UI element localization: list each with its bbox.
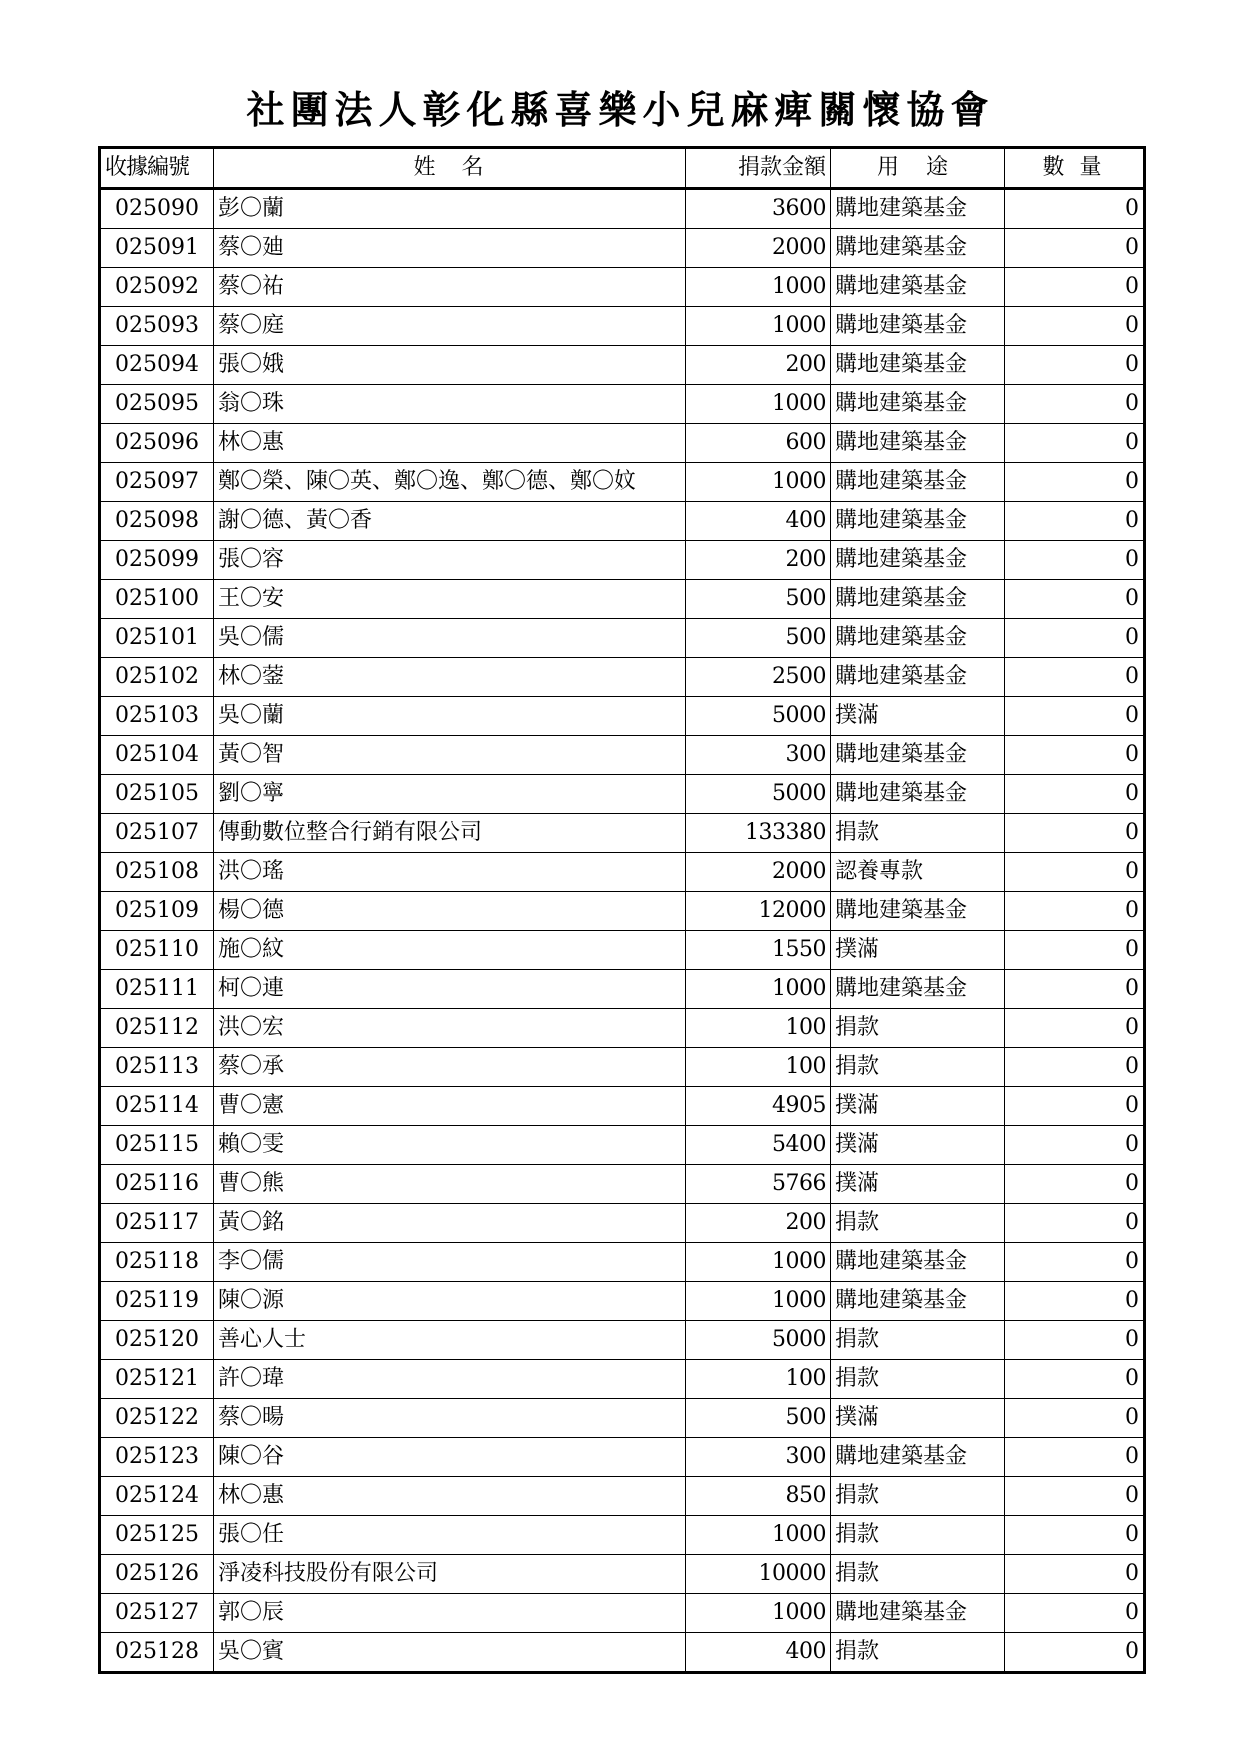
use-cell: 購地建築基金 [831,189,1005,229]
donor-name-cell: 林〇蓥 [214,658,686,697]
table-row [100,1477,1145,1516]
amount-cell: 1550 [686,931,831,970]
receipt-no-cell: 025117 [100,1204,214,1243]
amount-cell: 200 [686,541,831,580]
table-row [100,1438,1145,1477]
donor-name-cell: 郭〇辰 [214,1594,686,1633]
table-row [100,892,1145,931]
receipt-no-cell: 025092 [100,268,214,307]
use-cell: 購地建築基金 [831,658,1005,697]
amount-cell: 2500 [686,658,831,697]
header-name: 姓 名 [214,148,686,189]
table-row [100,307,1145,346]
amount-cell: 300 [686,736,831,775]
donor-name-cell: 黃〇銘 [214,1204,686,1243]
amount-cell: 5766 [686,1165,831,1204]
quantity-cell: 0 [1005,931,1145,970]
donor-name-cell: 蔡〇承 [214,1048,686,1087]
donor-name-cell: 施〇紋 [214,931,686,970]
use-cell: 購地建築基金 [831,1243,1005,1282]
table-row [100,268,1145,307]
amount-cell: 600 [686,424,831,463]
quantity-cell: 0 [1005,268,1145,307]
table-row [100,541,1145,580]
use-cell: 捐款 [831,1477,1005,1516]
use-cell: 購地建築基金 [831,1594,1005,1633]
amount-cell: 500 [686,1399,831,1438]
table-row [100,1126,1145,1165]
use-cell: 購地建築基金 [831,775,1005,814]
receipt-no-cell: 025114 [100,1087,214,1126]
amount-cell: 1000 [686,385,831,424]
use-cell: 購地建築基金 [831,970,1005,1009]
donor-name-cell: 陳〇谷 [214,1438,686,1477]
amount-cell: 1000 [686,1282,831,1321]
use-cell: 捐款 [831,1009,1005,1048]
donor-name-cell: 曹〇熊 [214,1165,686,1204]
donor-name-cell: 洪〇瑤 [214,853,686,892]
amount-cell: 10000 [686,1555,831,1594]
receipt-no-cell: 025094 [100,346,214,385]
receipt-no-cell: 025093 [100,307,214,346]
donor-name-cell: 王〇安 [214,580,686,619]
header-amount: 捐款金額 [686,148,831,189]
quantity-cell: 0 [1005,1087,1145,1126]
amount-cell: 200 [686,346,831,385]
quantity-cell: 0 [1005,1009,1145,1048]
donor-name-cell: 謝〇德、黃〇香 [214,502,686,541]
use-cell: 撲滿 [831,1165,1005,1204]
use-cell: 捐款 [831,1360,1005,1399]
use-cell: 撲滿 [831,1399,1005,1438]
receipt-no-cell: 025090 [100,189,214,229]
receipt-no-cell: 025127 [100,1594,214,1633]
quantity-cell: 0 [1005,229,1145,268]
receipt-no-cell: 025097 [100,463,214,502]
amount-cell: 1000 [686,1516,831,1555]
table-row [100,775,1145,814]
use-cell: 撲滿 [831,931,1005,970]
receipt-no-cell: 025100 [100,580,214,619]
donor-name-cell: 林〇惠 [214,424,686,463]
donor-name-cell: 柯〇連 [214,970,686,1009]
header-use: 用 途 [831,148,1005,189]
receipt-no-cell: 025112 [100,1009,214,1048]
table-row [100,1048,1145,1087]
quantity-cell: 0 [1005,892,1145,931]
table-row [100,346,1145,385]
table-header-row [100,148,1145,189]
use-cell: 捐款 [831,1633,1005,1673]
quantity-cell: 0 [1005,775,1145,814]
quantity-cell: 0 [1005,697,1145,736]
quantity-cell: 0 [1005,1165,1145,1204]
receipt-no-cell: 025115 [100,1126,214,1165]
table-row [100,424,1145,463]
table-row [100,853,1145,892]
quantity-cell: 0 [1005,1321,1145,1360]
amount-cell: 200 [686,1204,831,1243]
quantity-cell: 0 [1005,658,1145,697]
donor-name-cell: 蔡〇祐 [214,268,686,307]
receipt-no-cell: 025128 [100,1633,214,1673]
quantity-cell: 0 [1005,814,1145,853]
amount-cell: 100 [686,1360,831,1399]
table-row [100,619,1145,658]
donor-name-cell: 蔡〇庭 [214,307,686,346]
receipt-no-cell: 025120 [100,1321,214,1360]
quantity-cell: 0 [1005,1594,1145,1633]
use-cell: 捐款 [831,1555,1005,1594]
use-cell: 捐款 [831,814,1005,853]
receipt-no-cell: 025104 [100,736,214,775]
receipt-no-cell: 025103 [100,697,214,736]
page-title: 社團法人彰化縣喜樂小兒麻痺關懷協會 [246,88,995,132]
table-row [100,1087,1145,1126]
quantity-cell: 0 [1005,463,1145,502]
quantity-cell: 0 [1005,1204,1145,1243]
amount-cell: 300 [686,1438,831,1477]
donor-name-cell: 鄭〇榮、陳〇英、鄭〇逸、鄭〇德、鄭〇妏 [214,463,686,502]
quantity-cell: 0 [1005,346,1145,385]
amount-cell: 500 [686,580,831,619]
table-row [100,1321,1145,1360]
donor-name-cell: 翁〇珠 [214,385,686,424]
donor-name-cell: 張〇容 [214,541,686,580]
quantity-cell: 0 [1005,1555,1145,1594]
table-row [100,970,1145,1009]
table-row [100,1204,1145,1243]
quantity-cell: 0 [1005,1477,1145,1516]
quantity-cell: 0 [1005,424,1145,463]
donor-name-cell: 淨凌科技股份有限公司 [214,1555,686,1594]
table-row [100,502,1145,541]
use-cell: 購地建築基金 [831,346,1005,385]
use-cell: 購地建築基金 [831,892,1005,931]
use-cell: 購地建築基金 [831,424,1005,463]
donor-name-cell: 楊〇德 [214,892,686,931]
receipt-no-cell: 025107 [100,814,214,853]
amount-cell: 5400 [686,1126,831,1165]
amount-cell: 5000 [686,775,831,814]
donor-name-cell: 張〇任 [214,1516,686,1555]
amount-cell: 1000 [686,970,831,1009]
amount-cell: 100 [686,1009,831,1048]
table-row [100,697,1145,736]
table-row [100,931,1145,970]
amount-cell: 3600 [686,189,831,229]
receipt-no-cell: 025125 [100,1516,214,1555]
donor-name-cell: 許〇瑋 [214,1360,686,1399]
donor-name-cell: 吳〇賓 [214,1633,686,1673]
receipt-no-cell: 025122 [100,1399,214,1438]
amount-cell: 1000 [686,1594,831,1633]
table-row [100,189,1145,229]
quantity-cell: 0 [1005,385,1145,424]
use-cell: 購地建築基金 [831,268,1005,307]
receipt-no-cell: 025119 [100,1282,214,1321]
table-row [100,1516,1145,1555]
table-row [100,229,1145,268]
table-row [100,580,1145,619]
quantity-cell: 0 [1005,1048,1145,1087]
table-row [100,1243,1145,1282]
receipt-no-cell: 025124 [100,1477,214,1516]
receipt-no-cell: 025109 [100,892,214,931]
receipt-no-cell: 025091 [100,229,214,268]
table-row [100,658,1145,697]
table-row [100,1633,1145,1673]
quantity-cell: 0 [1005,1399,1145,1438]
use-cell: 購地建築基金 [831,1282,1005,1321]
header-quantity: 數 量 [1005,148,1145,189]
donor-name-cell: 黃〇智 [214,736,686,775]
quantity-cell: 0 [1005,736,1145,775]
quantity-cell: 0 [1005,1516,1145,1555]
amount-cell: 5000 [686,1321,831,1360]
donor-name-cell: 陳〇源 [214,1282,686,1321]
use-cell: 捐款 [831,1516,1005,1555]
amount-cell: 2000 [686,853,831,892]
donor-name-cell: 吳〇儒 [214,619,686,658]
table-row [100,1594,1145,1633]
use-cell: 購地建築基金 [831,385,1005,424]
amount-cell: 133380 [686,814,831,853]
receipt-no-cell: 025121 [100,1360,214,1399]
receipt-no-cell: 025102 [100,658,214,697]
quantity-cell: 0 [1005,1438,1145,1477]
quantity-cell: 0 [1005,1126,1145,1165]
receipt-no-cell: 025126 [100,1555,214,1594]
quantity-cell: 0 [1005,853,1145,892]
table-row [100,463,1145,502]
use-cell: 捐款 [831,1204,1005,1243]
quantity-cell: 0 [1005,1243,1145,1282]
receipt-no-cell: 025118 [100,1243,214,1282]
use-cell: 購地建築基金 [831,463,1005,502]
donor-name-cell: 林〇惠 [214,1477,686,1516]
use-cell: 購地建築基金 [831,229,1005,268]
use-cell: 購地建築基金 [831,736,1005,775]
receipt-no-cell: 025096 [100,424,214,463]
table-row [100,814,1145,853]
use-cell: 購地建築基金 [831,502,1005,541]
amount-cell: 1000 [686,463,831,502]
donor-name-cell: 蔡〇廸 [214,229,686,268]
quantity-cell: 0 [1005,970,1145,1009]
donor-name-cell: 劉〇寧 [214,775,686,814]
amount-cell: 400 [686,1633,831,1673]
donor-name-cell: 吳〇蘭 [214,697,686,736]
quantity-cell: 0 [1005,619,1145,658]
quantity-cell: 0 [1005,502,1145,541]
table-row [100,1360,1145,1399]
quantity-cell: 0 [1005,1282,1145,1321]
amount-cell: 1000 [686,268,831,307]
receipt-no-cell: 025099 [100,541,214,580]
receipt-no-cell: 025105 [100,775,214,814]
table-row [100,736,1145,775]
quantity-cell: 0 [1005,1360,1145,1399]
amount-cell: 500 [686,619,831,658]
receipt-no-cell: 025095 [100,385,214,424]
amount-cell: 100 [686,1048,831,1087]
quantity-cell: 0 [1005,189,1145,229]
amount-cell: 12000 [686,892,831,931]
quantity-cell: 0 [1005,307,1145,346]
use-cell: 捐款 [831,1048,1005,1087]
use-cell: 撲滿 [831,697,1005,736]
use-cell: 購地建築基金 [831,619,1005,658]
donor-name-cell: 彭〇蘭 [214,189,686,229]
donor-name-cell: 曹〇憲 [214,1087,686,1126]
use-cell: 撲滿 [831,1087,1005,1126]
table-row [100,385,1145,424]
header-receipt-no: 收據編號 [100,148,214,189]
donor-name-cell: 善心人士 [214,1321,686,1360]
amount-cell: 5000 [686,697,831,736]
use-cell: 購地建築基金 [831,307,1005,346]
receipt-no-cell: 025108 [100,853,214,892]
amount-cell: 400 [686,502,831,541]
donor-name-cell: 洪〇宏 [214,1009,686,1048]
donor-name-cell: 蔡〇暘 [214,1399,686,1438]
receipt-no-cell: 025101 [100,619,214,658]
receipt-no-cell: 025098 [100,502,214,541]
donor-name-cell: 傳動數位整合行銷有限公司 [214,814,686,853]
quantity-cell: 0 [1005,541,1145,580]
table-row [100,1009,1145,1048]
use-cell: 購地建築基金 [831,580,1005,619]
use-cell: 認養專款 [831,853,1005,892]
amount-cell: 4905 [686,1087,831,1126]
donor-name-cell: 張〇娥 [214,346,686,385]
donor-name-cell: 賴〇雯 [214,1126,686,1165]
donor-name-cell: 李〇儒 [214,1243,686,1282]
use-cell: 撲滿 [831,1126,1005,1165]
use-cell: 捐款 [831,1321,1005,1360]
amount-cell: 1000 [686,307,831,346]
quantity-cell: 0 [1005,1633,1145,1673]
receipt-no-cell: 025113 [100,1048,214,1087]
receipt-no-cell: 025111 [100,970,214,1009]
donation-table [98,146,1146,1674]
use-cell: 購地建築基金 [831,1438,1005,1477]
quantity-cell: 0 [1005,580,1145,619]
amount-cell: 2000 [686,229,831,268]
receipt-no-cell: 025110 [100,931,214,970]
receipt-no-cell: 025116 [100,1165,214,1204]
amount-cell: 1000 [686,1243,831,1282]
table-row [100,1399,1145,1438]
use-cell: 購地建築基金 [831,541,1005,580]
table-row [100,1165,1145,1204]
amount-cell: 850 [686,1477,831,1516]
table-row [100,1555,1145,1594]
table-row [100,1282,1145,1321]
receipt-no-cell: 025123 [100,1438,214,1477]
